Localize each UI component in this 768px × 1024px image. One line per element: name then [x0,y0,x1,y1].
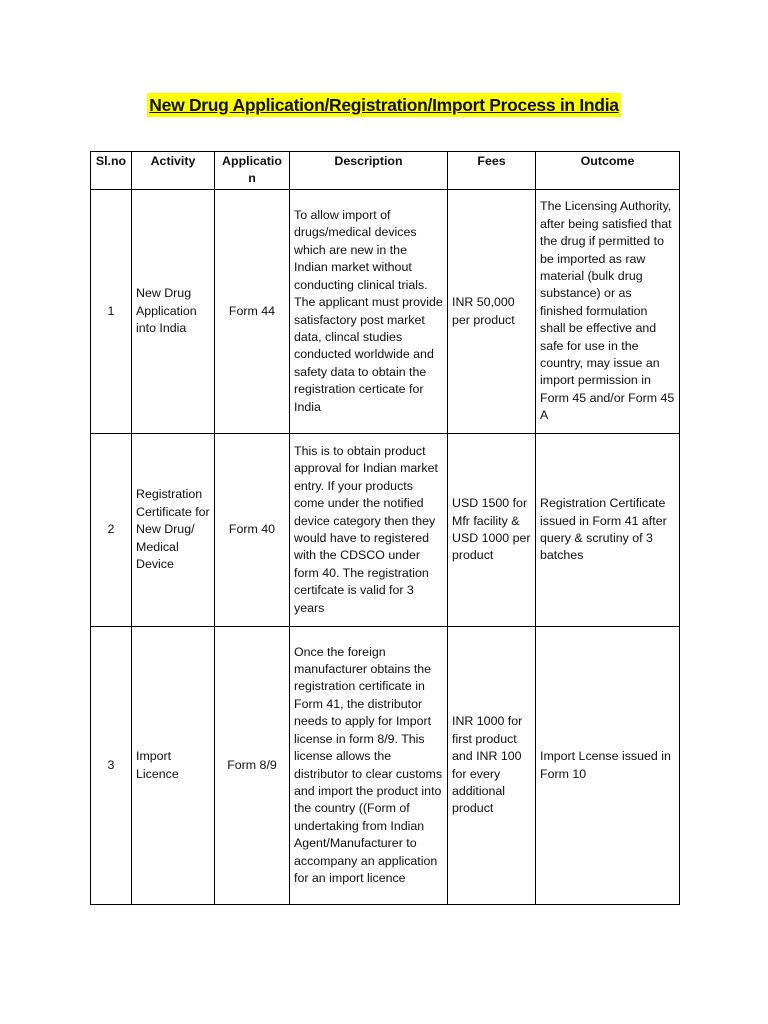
header-fees: Fees [448,152,536,190]
cell-application: Form 8/9 [215,627,290,905]
cell-slno: 1 [91,190,132,434]
header-activity: Activity [132,152,215,190]
cell-outcome: The Licensing Authority, after being satisfied that the drug if permitted to be imported as raw material (bulk drug substance) or as finished formulation shall be effective and safe for use in the country, may issue an import permission in Form 45 and/or Form 45 A [536,190,680,434]
header-application: Application [215,152,290,190]
header-description: Description [290,152,448,190]
header-outcome: Outcome [536,152,680,190]
cell-fees: INR 50,000 per product [448,190,536,434]
cell-application: Form 44 [215,190,290,434]
table-row [91,190,680,434]
cell-fees: USD 1500 for Mfr facility & USD 1000 per product [448,434,536,627]
cell-outcome: Registration Certificate issued in Form 41 after query & scrutiny of 3 batches [536,434,680,627]
cell-description: To allow import of drugs/medical devices which are new in the Indian market without conducting clinical trials. The applicant must provide satisfactory post market data, clincal studies conducted worldwide and safety data to obtain the registration certicate for India [290,190,448,434]
cell-activity: New Drug Application into India [132,190,215,434]
table-row [91,627,680,905]
table-header-row [91,152,680,190]
cell-slno: 3 [91,627,132,905]
cell-slno: 2 [91,434,132,627]
cell-fees: INR 1000 for first product and INR 100 for every additional product [448,627,536,905]
cell-activity: Import Licence [132,627,215,905]
header-slno: Sl.no [91,152,132,190]
process-table [90,151,680,905]
cell-application: Form 40 [215,434,290,627]
cell-outcome: Import Lcense issued in Form 10 [536,627,680,905]
cell-description: This is to obtain product approval for Indian market entry. If your products come under the notified device category then they would have to registered with the CDSCO under form 40. The registration certifcate is valid for 3 years [290,434,448,627]
cell-description: Once the foreign manufacturer obtains the registration certificate in Form 41, the distributor needs to apply for Import license in form 8/9. This license allows the distributor to clear customs and import the product into the country ((Form of undertaking from Indian Agent/Manufacturer to accompany an application for an import licence [290,627,448,905]
title-container [0,93,768,117]
page-title: New Drug Application/Registration/Import Process in India [149,95,619,115]
cell-activity: Registration Certificate for New Drug/ Medical Device [132,434,215,627]
table-row [91,434,680,627]
